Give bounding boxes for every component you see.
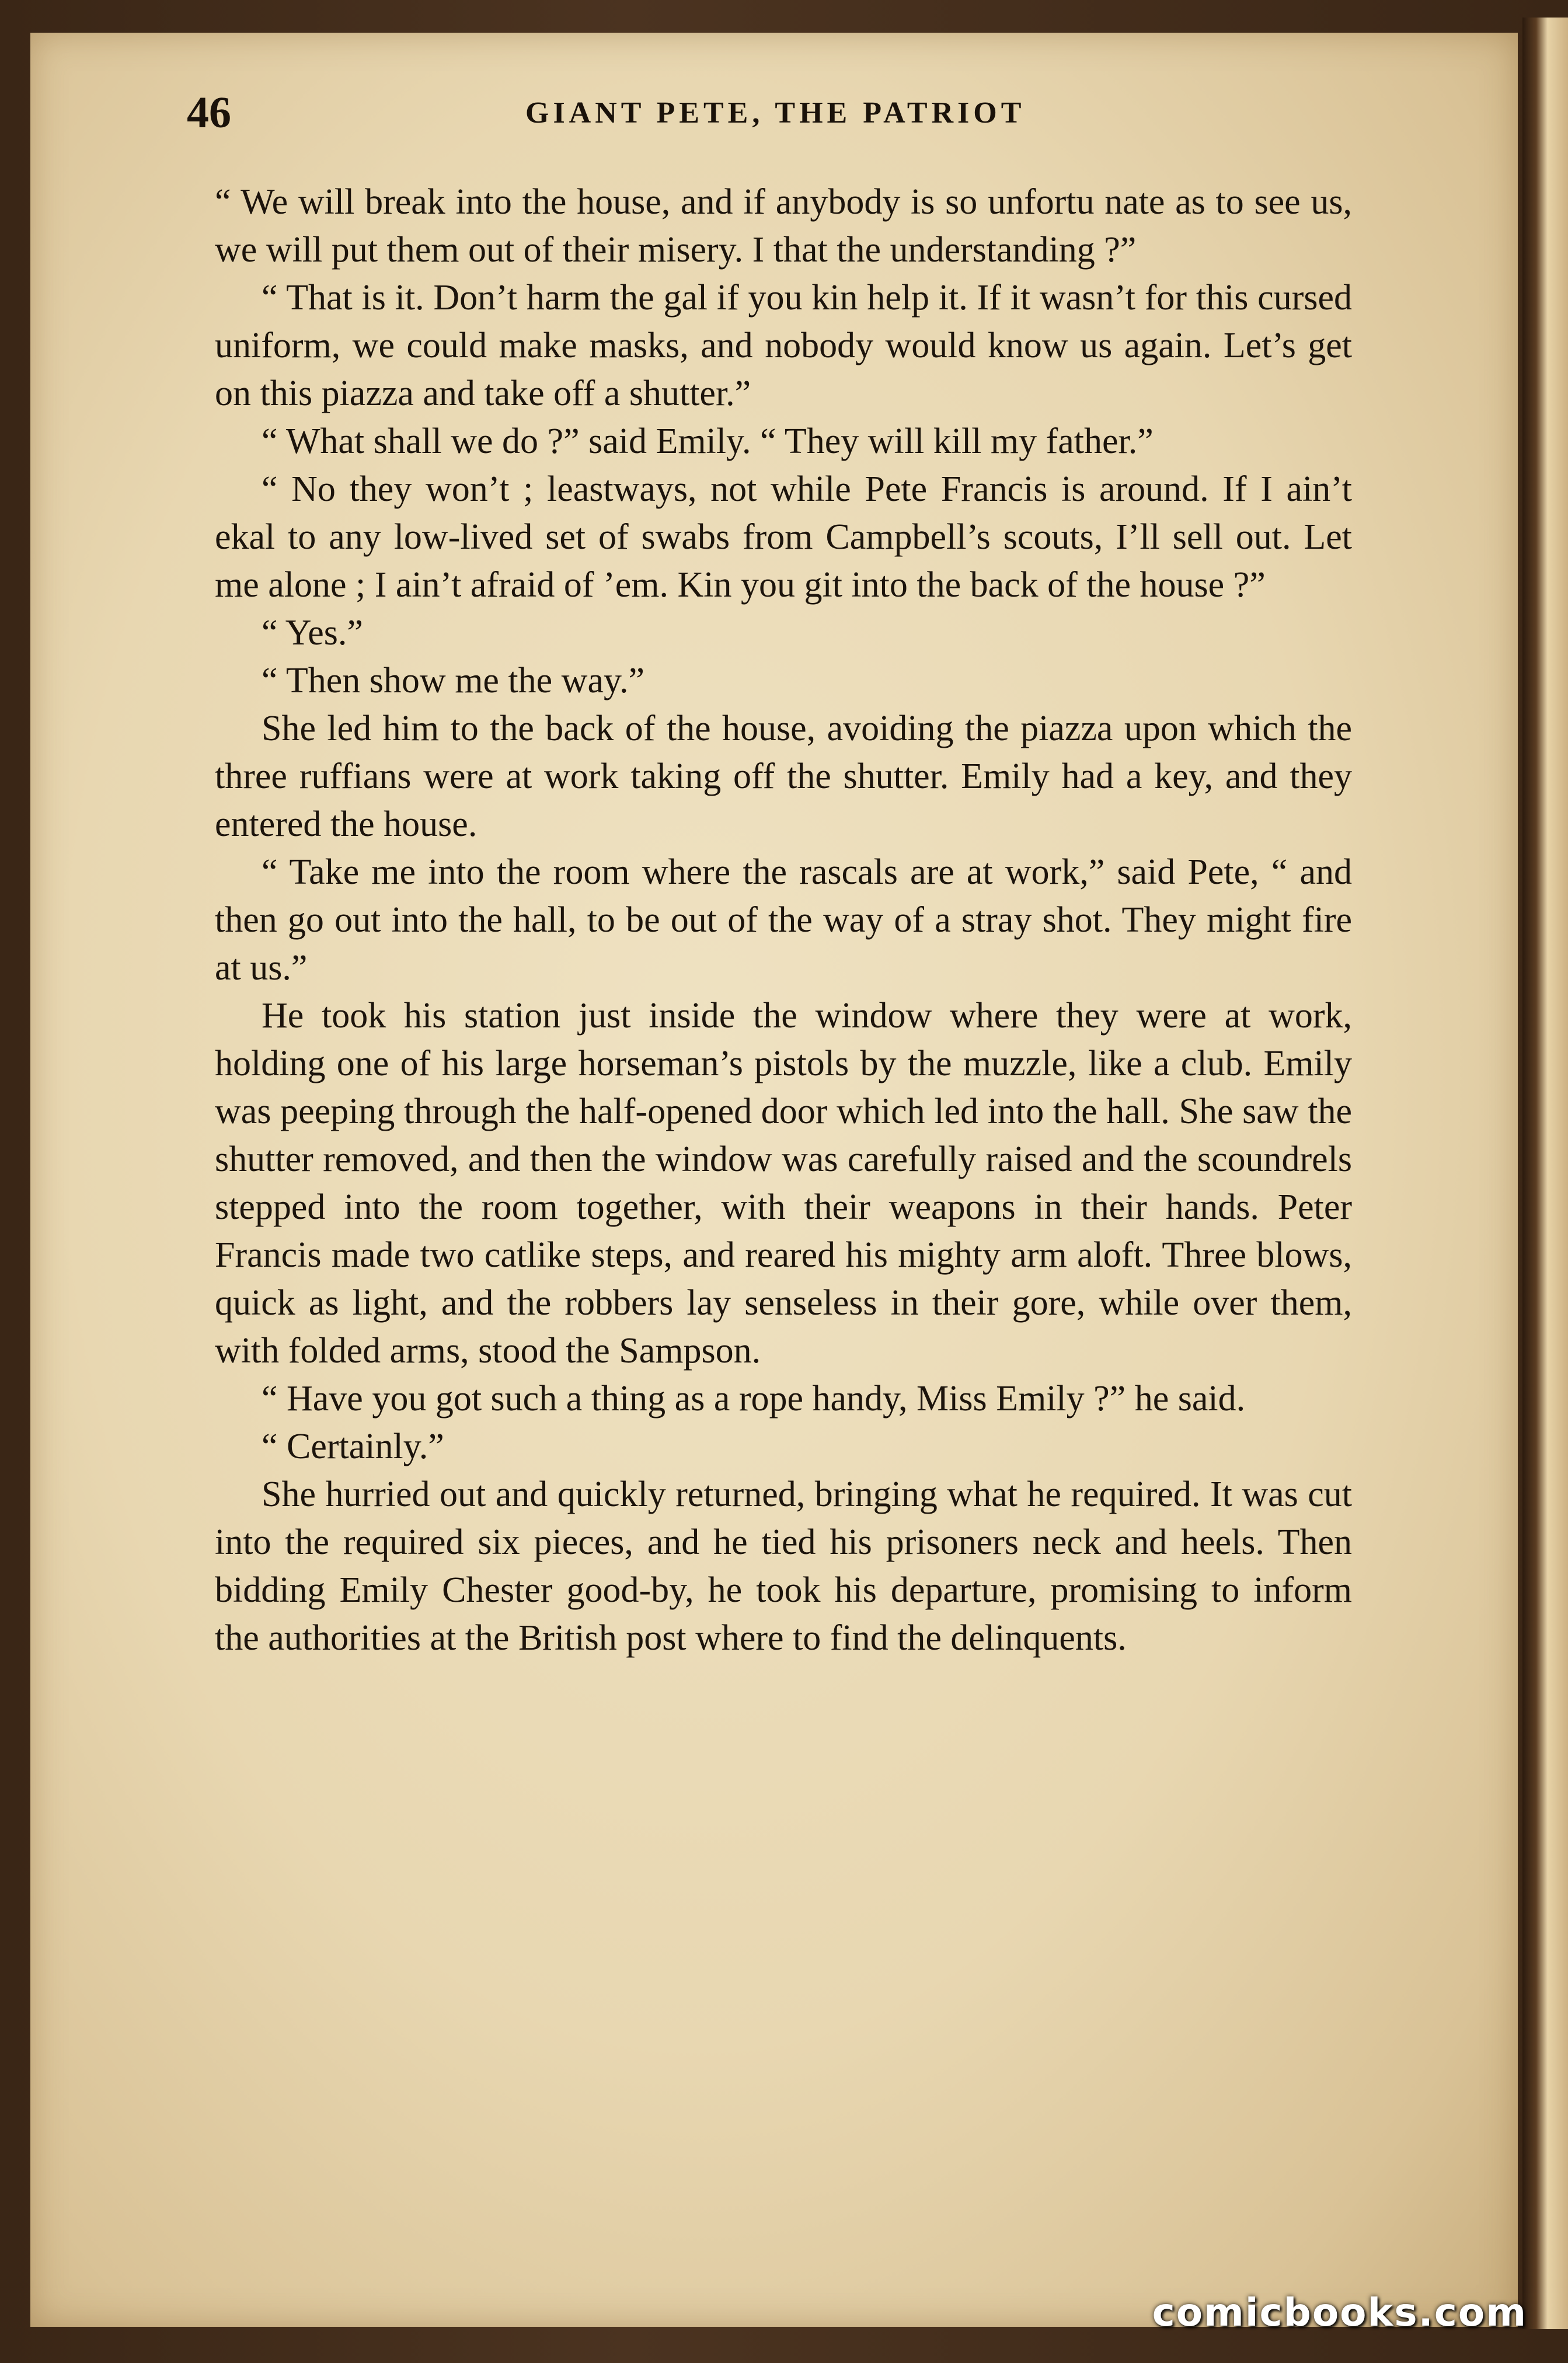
running-title: GIANT PETE, THE PATRIOT xyxy=(525,96,1026,130)
paragraph: “ No they won’t ; leastways, not while Pete Francis is around. If I ain’t ekal to any low-lived set of swabs from Campbell’s scouts, I’ll sell out. Let me alone ; I ain’t afraid of ’em. Kin you git into the back of the house ?” xyxy=(215,469,1352,605)
body-text xyxy=(215,178,1352,1662)
paragraph: “ Then show me the way.” xyxy=(262,661,644,700)
paragraph: “ What shall we do ?” said Emily. “ They will kill my father.” xyxy=(262,421,1154,461)
paragraph: “ Have you got such a thing as a rope handy, Miss Emily ?” he said. xyxy=(262,1379,1246,1419)
paragraph: He took his station just inside the window where they were at work, holding one of his large horseman’s pistols by the muzzle, like a club. Emily was peeping through the half-opened door which led into the hall. She saw the shutter removed, and then the window was carefully raised and the scoundrels stepped into the room together, with their weapons in their hands. Peter Francis made two catlike steps, and reared his mighty arm aloft. Three blows, quick as light, and the robbers lay senseless in their gore, while over them, with folded arms, stood the Sampson. xyxy=(215,996,1352,1371)
adjacent-page-edge xyxy=(1522,18,1568,2329)
page-number: 46 xyxy=(187,88,231,137)
paragraph: She hurried out and quickly returned, bringing what he required. It was cut into the required six pieces, and he tied his prisoners neck and heels. Then bidding Emily Chester good-by, he took his departure, promising to inform the authorities at the British post where to find the delinquents. xyxy=(215,1475,1352,1658)
paragraph: “ Certainly.” xyxy=(262,1427,444,1466)
paragraph: “ That is it. Don’t harm the gal if you kin help it. If it wasn’t for this cursed uniform, we could make masks, and nobody would know us again. Let’s get on this piazza and take off a shutter.” xyxy=(215,278,1352,413)
paragraph: “ Yes.” xyxy=(262,613,363,653)
paragraph: “ We will break into the house, and if anybody is so unfortu nate as to see us, we will put them out of their misery. I that the understanding ?” xyxy=(215,182,1352,270)
page-header xyxy=(187,88,1360,152)
paragraph: She led him to the back of the house, avoiding the piazza upon which the three ruffians were at work taking off the shutter. Emily had a key, and they entered the house. xyxy=(215,709,1352,844)
watermark: comicbooks.com xyxy=(1152,2290,1527,2335)
paragraph: “ Take me into the room where the rascals are at work,” said Pete, “ and then go out into the hall, to be out of the way of a stray shot. They might fire at us.” xyxy=(215,852,1352,988)
